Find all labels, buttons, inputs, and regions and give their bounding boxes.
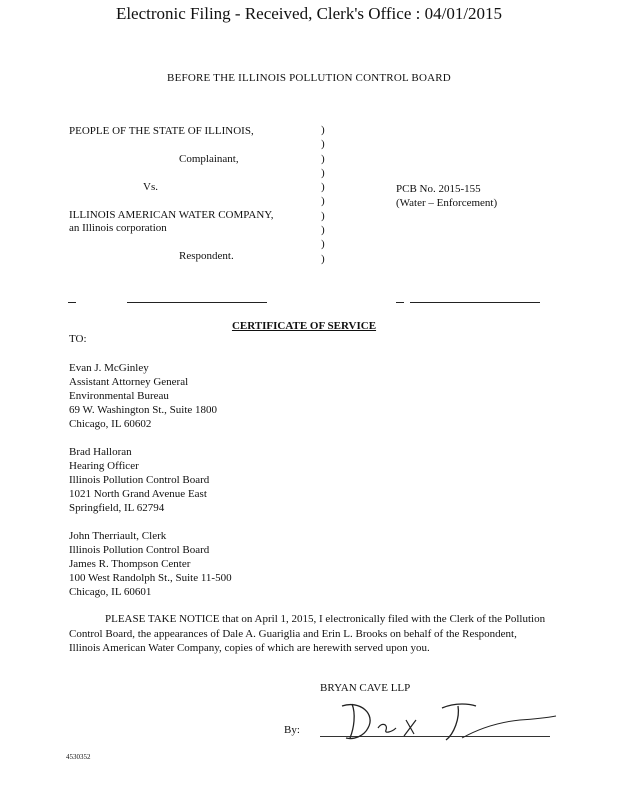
recipient-block bbox=[69, 361, 217, 431]
handwritten-signature bbox=[330, 698, 560, 744]
versus-label: Vs. bbox=[143, 181, 158, 193]
separator-rule-left-stub bbox=[68, 302, 76, 303]
address-line: John Therriault, Clerk bbox=[69, 530, 167, 542]
address-line: 69 W. Washington St., Suite 1800 bbox=[69, 404, 218, 416]
notice-paragraph bbox=[69, 612, 547, 656]
respondent-role: Respondent. bbox=[179, 250, 234, 262]
address-line: Springfield, IL 62794 bbox=[69, 502, 165, 514]
address-line: Illinois Pollution Control Board bbox=[69, 474, 210, 486]
to-label: TO: bbox=[69, 333, 87, 345]
certificate-title: CERTIFICATE OF SERVICE bbox=[231, 320, 377, 332]
case-info bbox=[396, 182, 497, 210]
complainant-name: PEOPLE OF THE STATE OF ILLINOIS, bbox=[69, 125, 254, 137]
notice-text: PLEASE TAKE NOTICE that on April 1, 2015, I electronically filed with the Clerk of the Pollution Control Board, the appearances of Dale A. Guariglia and Erin L. Brooks on behalf of the Respondent, Illinois American Water Company, copies of which are herewith served upon you. bbox=[69, 613, 546, 654]
caption-brackets: ) ) ) ) ) ) ) ) ) ) bbox=[321, 124, 325, 265]
separator-rule-right bbox=[410, 302, 540, 303]
address-line: Evan J. McGinley bbox=[69, 362, 149, 374]
respondent-name: ILLINOIS AMERICAN WATER COMPANY, bbox=[69, 209, 274, 221]
address-line: Illinois Pollution Control Board bbox=[69, 544, 210, 556]
by-label: By: bbox=[284, 724, 300, 736]
recipient-block bbox=[69, 445, 209, 515]
address-line: Chicago, IL 60602 bbox=[69, 418, 152, 430]
respondent-description: an Illinois corporation bbox=[69, 222, 167, 234]
separator-rule-right-stub bbox=[396, 302, 404, 303]
recipient-block bbox=[69, 529, 232, 599]
address-line: Environmental Bureau bbox=[69, 390, 169, 402]
board-title: BEFORE THE ILLINOIS POLLUTION CONTROL BOARD bbox=[167, 72, 451, 84]
document-number: 4530352 bbox=[66, 753, 91, 761]
filing-stamp: Electronic Filing - Received, Clerk's Office : 04/01/2015 bbox=[115, 4, 503, 23]
address-line: Chicago, IL 60601 bbox=[69, 586, 152, 598]
case-type: (Water – Enforcement) bbox=[396, 197, 498, 209]
address-line: 1021 North Grand Avenue East bbox=[69, 488, 207, 500]
firm-name: BRYAN CAVE LLP bbox=[320, 682, 411, 694]
complainant-role: Complainant, bbox=[179, 153, 239, 165]
address-line: Assistant Attorney General bbox=[69, 376, 189, 388]
separator-rule-left bbox=[127, 302, 267, 303]
address-line: Hearing Officer bbox=[69, 460, 139, 472]
address-line: 100 West Randolph St., Suite 11-500 bbox=[69, 572, 232, 584]
address-line: James R. Thompson Center bbox=[69, 558, 191, 570]
address-line: Brad Halloran bbox=[69, 446, 132, 458]
case-number: PCB No. 2015-155 bbox=[396, 183, 481, 195]
